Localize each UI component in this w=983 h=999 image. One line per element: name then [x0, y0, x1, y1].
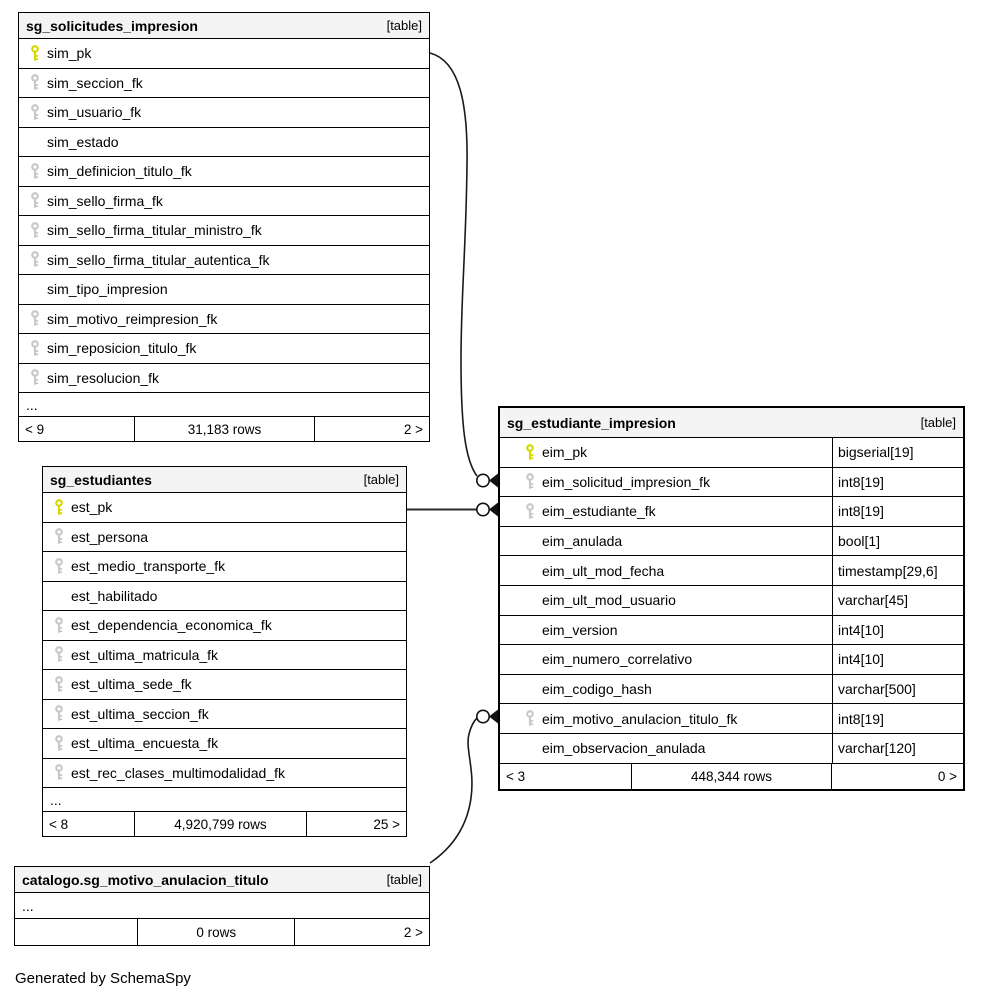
relation-line [430, 718, 477, 863]
column-row [43, 670, 406, 700]
column-name: sim_seccion_fk [47, 74, 143, 91]
table-footer [43, 812, 406, 836]
column-row [19, 98, 429, 128]
column-name: sim_sello_firma_fk [47, 192, 163, 209]
column-row [43, 611, 406, 641]
foreign-key-icon [29, 192, 41, 209]
column-name: est_pk [71, 499, 113, 516]
footer-row-count: 4,920,799 rows [134, 812, 306, 836]
more-columns-ellipsis: ... [19, 393, 429, 417]
column-name: eim_anulada [542, 533, 623, 550]
table-footer [500, 764, 963, 789]
column-name: sim_pk [47, 45, 92, 62]
column-name: sim_usuario_fk [47, 104, 142, 121]
column-name-cell [512, 468, 832, 497]
table-sg_estudiante_impresion[interactable] [498, 406, 965, 791]
foreign-key-icon [29, 340, 41, 357]
table-type-badge: [table] [363, 472, 399, 487]
column-name: sim_motivo_reimpresion_fk [47, 310, 218, 327]
column-row [500, 616, 963, 646]
relation-sim_pk-to-eim_solicitud_impresion_fk [430, 53, 498, 488]
column-name: est_persona [71, 528, 149, 545]
column-row [500, 704, 963, 734]
column-name-cell [512, 616, 832, 645]
zero-or-one-circle-icon [477, 710, 489, 722]
foreign-key-icon [524, 473, 536, 490]
column-name: est_rec_clases_multimodalidad_fk [71, 764, 285, 781]
column-row [43, 700, 406, 730]
footer-row-count: 31,183 rows [134, 417, 314, 441]
footer-parents-count: 25 > [306, 812, 406, 836]
foreign-key-icon [53, 676, 65, 693]
column-row [500, 438, 963, 468]
table-type-badge: [table] [386, 872, 422, 887]
column-type: int4[10] [832, 616, 963, 645]
footer-row-count: 0 rows [137, 919, 294, 945]
zero-or-one-circle-icon [477, 503, 489, 515]
column-type: varchar[45] [832, 586, 963, 615]
column-name-cell [512, 645, 832, 674]
footer-children-count [15, 919, 137, 945]
foreign-key-icon [524, 503, 536, 520]
column-name: est_dependencia_economica_fk [71, 617, 272, 634]
column-name-cell [512, 586, 832, 615]
column-row [19, 364, 429, 394]
foreign-key-icon [524, 710, 536, 727]
table-type-badge: [table] [386, 18, 422, 33]
column-type: varchar[120] [832, 734, 963, 763]
column-name: sim_resolucion_fk [47, 369, 160, 386]
column-row [43, 493, 406, 523]
column-name: eim_version [542, 621, 618, 638]
column-name: est_ultima_encuesta_fk [71, 735, 219, 752]
column-name: sim_reposicion_titulo_fk [47, 340, 197, 357]
primary-key-icon [524, 444, 536, 461]
foreign-key-icon [29, 222, 41, 239]
table-catalogo.sg_motivo_anulacion_titulo[interactable] [14, 866, 430, 946]
footer-children-count: < 3 [506, 768, 526, 784]
more-columns-ellipsis: ... [15, 893, 429, 919]
column-row [19, 128, 429, 158]
foreign-key-icon [29, 104, 41, 121]
table-footer [15, 919, 429, 945]
foreign-key-icon [29, 369, 41, 386]
table-type-badge: [table] [920, 415, 956, 430]
column-name-cell [512, 497, 832, 526]
foreign-key-icon [53, 705, 65, 722]
foreign-key-icon [29, 310, 41, 327]
table-header [43, 467, 406, 493]
column-name: est_habilitado [71, 587, 158, 604]
table-sg_solicitudes_impresion[interactable] [18, 12, 430, 442]
footer-parents-count: 0 > [831, 764, 963, 789]
footer-children-count: < 9 [25, 421, 45, 437]
more-columns-ellipsis: ... [43, 788, 406, 812]
table-sg_estudiantes[interactable] [42, 466, 407, 837]
column-name: sim_sello_firma_titular_autentica_fk [47, 251, 270, 268]
column-row [19, 157, 429, 187]
column-type: int8[19] [832, 704, 963, 733]
column-name-cell [512, 734, 832, 763]
column-row [19, 69, 429, 99]
foreign-key-icon [53, 646, 65, 663]
footer-parents-count: 2 > [314, 417, 429, 441]
relation-motivo_anulacion-to-eim_motivo_anulacion_titulo_fk [430, 710, 498, 864]
column-row [19, 275, 429, 305]
column-row [500, 675, 963, 705]
column-name-cell [512, 438, 832, 467]
footer-row-count: 448,344 rows [631, 764, 831, 789]
column-name: eim_pk [542, 444, 588, 461]
column-type: bool[1] [832, 527, 963, 556]
column-type: int4[10] [832, 645, 963, 674]
foreign-key-icon [53, 764, 65, 781]
column-name: eim_estudiante_fk [542, 503, 656, 520]
column-row [43, 523, 406, 553]
column-name: eim_solicitud_impresion_fk [542, 473, 711, 490]
relation-line [430, 53, 477, 476]
column-row [500, 497, 963, 527]
foreign-key-icon [53, 735, 65, 752]
column-name: est_ultima_sede_fk [71, 676, 192, 693]
crow-foot-icon [489, 710, 498, 724]
column-name: eim_observacion_anulada [542, 740, 706, 757]
primary-key-icon [29, 45, 41, 62]
column-name: est_ultima_seccion_fk [71, 705, 209, 722]
table-footer [19, 417, 429, 441]
column-row [19, 246, 429, 276]
crow-foot-icon [489, 503, 498, 517]
column-row [500, 527, 963, 557]
table-header [19, 13, 429, 39]
footer-children-count: < 8 [49, 816, 69, 832]
column-name: sim_sello_firma_titular_ministro_fk [47, 222, 262, 239]
column-row [19, 187, 429, 217]
column-name: eim_numero_correlativo [542, 651, 693, 668]
footer-parents-count: 2 > [294, 919, 429, 945]
column-type: int8[19] [832, 497, 963, 526]
column-name: sim_estado [47, 133, 119, 150]
foreign-key-icon [53, 528, 65, 545]
schemaspy-credit: Generated by SchemaSpy [15, 970, 191, 987]
column-row [19, 216, 429, 246]
column-row [500, 734, 963, 764]
column-type: timestamp[29,6] [832, 556, 963, 585]
column-name: sim_definicion_titulo_fk [47, 163, 192, 180]
column-row [19, 305, 429, 335]
column-row [43, 552, 406, 582]
column-type: int8[19] [832, 468, 963, 497]
zero-or-one-circle-icon [477, 474, 489, 486]
column-row [500, 468, 963, 498]
table-title[interactable]: sg_estudiantes [50, 471, 152, 488]
column-row [43, 582, 406, 612]
column-name: eim_codigo_hash [542, 681, 652, 698]
column-row [43, 641, 406, 671]
relation-est_pk-to-eim_estudiante_fk [407, 503, 498, 517]
column-type: varchar[500] [832, 675, 963, 704]
column-name: eim_ult_mod_fecha [542, 562, 665, 579]
table-header [15, 867, 429, 893]
column-name: eim_motivo_anulacion_titulo_fk [542, 710, 738, 727]
column-name-cell [512, 704, 832, 733]
table-header [500, 408, 963, 438]
column-name: est_ultima_matricula_fk [71, 646, 219, 663]
column-name: eim_ult_mod_usuario [542, 592, 676, 609]
column-row [500, 556, 963, 586]
column-row [19, 334, 429, 364]
column-name-cell [512, 527, 832, 556]
column-row [19, 39, 429, 69]
column-name-cell [512, 556, 832, 585]
primary-key-icon [53, 499, 65, 516]
foreign-key-icon [29, 163, 41, 180]
foreign-key-icon [53, 558, 65, 575]
column-name: est_medio_transporte_fk [71, 558, 226, 575]
column-row [500, 586, 963, 616]
foreign-key-icon [29, 251, 41, 268]
foreign-key-icon [29, 74, 41, 91]
table-title[interactable]: catalogo.sg_motivo_anulacion_titulo [22, 871, 269, 888]
foreign-key-icon [53, 617, 65, 634]
table-title[interactable]: sg_solicitudes_impresion [26, 17, 198, 34]
column-row [500, 645, 963, 675]
column-name-cell [512, 675, 832, 704]
crow-foot-icon [489, 474, 498, 488]
table-title[interactable]: sg_estudiante_impresion [507, 414, 676, 431]
column-row [43, 729, 406, 759]
column-type: bigserial[19] [832, 438, 963, 467]
column-row [43, 759, 406, 789]
column-name: sim_tipo_impresion [47, 281, 168, 298]
